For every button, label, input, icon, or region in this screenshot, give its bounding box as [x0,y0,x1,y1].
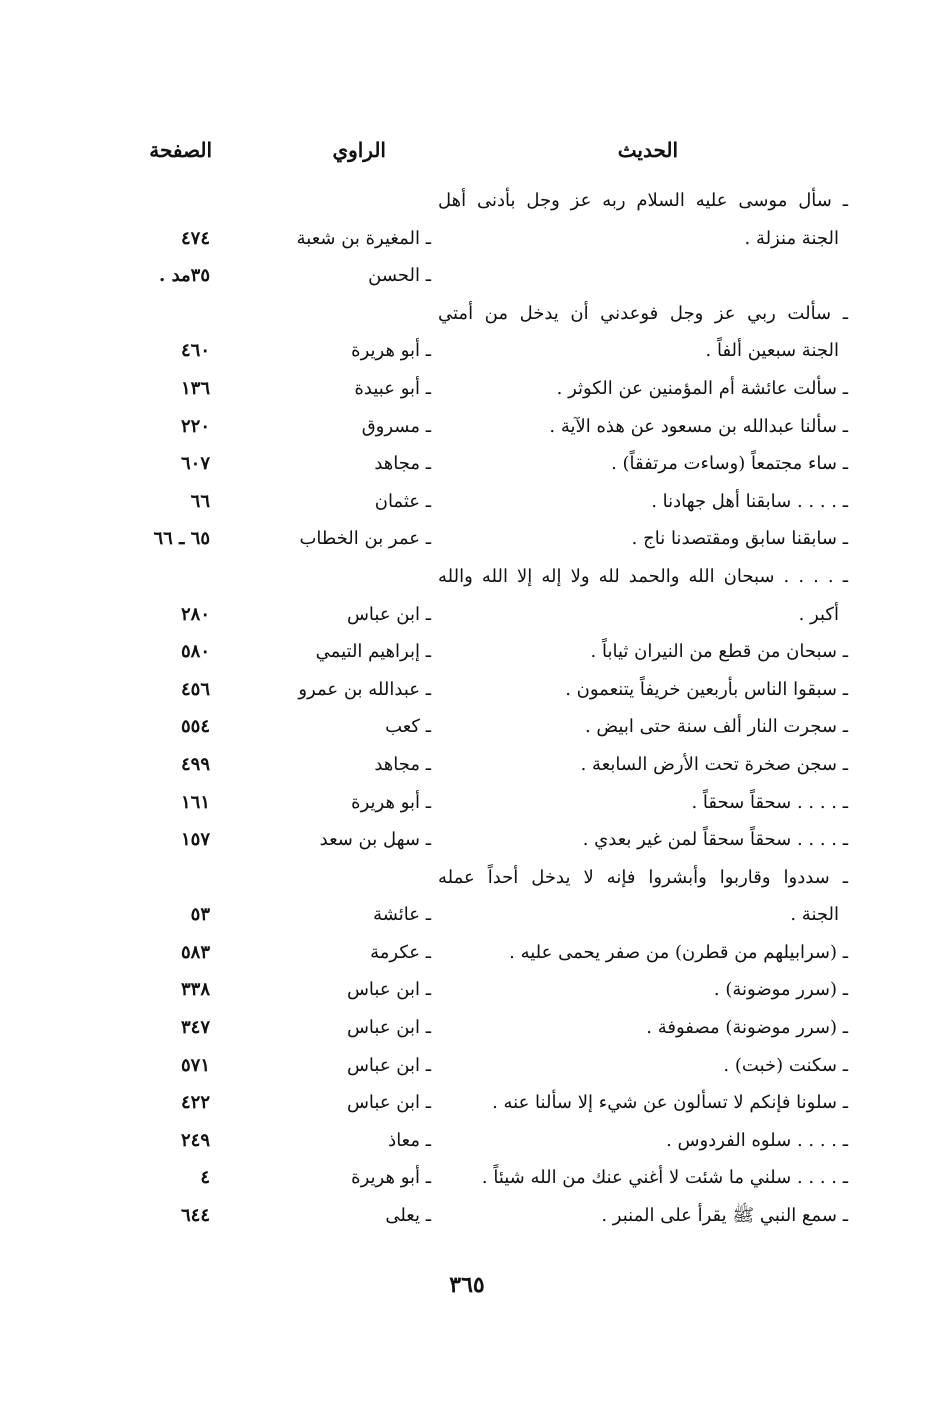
hadith-text: الجنة سبعين ألفاً . [705,340,839,362]
page-reference: ٦٥ ـ ٦٦ [153,528,210,550]
page-reference: ٦٤٤ [180,1205,210,1227]
hadith-text: ـ (سرر موضونة) مصفوفة . [646,1017,848,1039]
table-row [0,712,934,750]
hadith-text: ـ سددوا وقاربوا وأبشروا فإنه لا يدخل أحداً عمله [438,866,848,888]
table-row [0,224,934,262]
hadith-text: ـ سبقوا الناس بأربعين خريفاً يتنعمون . [565,678,848,700]
hadith-text: ـ سألت عائشة أم المؤمنين عن الكوثر . [556,377,848,399]
page-reference: ٢٨٠ [180,603,210,625]
page-reference: ٤٧٤ [180,227,210,249]
narrator-name: ـ أبو هريرة [351,340,431,362]
narrator-name: ـ عبدالله بن عمرو [298,678,431,700]
hadith-text: ـ سألنا عبدالله بن مسعود عن هذه الآية . [549,415,848,437]
narrator-name: ـ ابن عباس [346,603,431,625]
narrator-name: ـ ابن عباس [346,1092,431,1114]
narrator-name: ـ عائشة [373,904,431,926]
table-row [0,975,934,1013]
page-reference: ٦٦ [190,490,210,512]
hadith-index-table [0,186,934,1239]
hadith-text: ـ ساء مجتمعاً (وساءت مرتفقاً) . [611,453,848,475]
narrator-name: ـ عثمان [374,490,431,512]
narrator-name: ـ عكرمة [370,941,431,963]
table-row [0,1201,934,1239]
hadith-text: أكبر . [798,603,839,625]
page-reference: ٣٤٧ [180,1017,210,1039]
page-reference: ٥٣ [190,904,210,926]
table-row [0,1163,934,1201]
page-reference: ١٥٧ [180,829,210,851]
narrator-name: ـ المغيرة بن شعبة [296,227,431,249]
page-number: ٣٦٥ [449,1272,485,1298]
hadith-text: ـ سلونا فإنكم لا تسألون عن شيء إلا سألنا عنه . [492,1092,848,1114]
column-headers [0,138,934,168]
narrator-name: ـ أبو هريرة [351,791,431,813]
table-row [0,637,934,675]
page-reference: ١٦١ [180,791,210,813]
page-reference: ٤٥٦ [180,678,210,700]
narrator-name: ـ كعب [385,716,431,738]
hadith-text: ـ سجن صخرة تحت الأرض السابعة . [580,753,848,775]
narrator-name: ـ عمر بن الخطاب [299,528,431,550]
table-row [0,524,934,562]
hadith-text: ـ سكنت (خبت) . [723,1054,848,1076]
page-reference: ٥٧١ [180,1054,210,1076]
page-reference: ١٣٦ [180,377,210,399]
table-row [0,825,934,863]
page-reference: ٣٣٨ [180,979,210,1001]
narrator-name: ـ سهل بن سعد [319,829,431,851]
table-row [0,487,934,525]
narrator-name: ـ أبو عبيدة [354,377,431,399]
table-row [0,336,934,374]
table-row [0,863,934,901]
hadith-text: الجنة . [790,904,839,926]
hadith-text: ـ . . . . سحقاً سحقاً . [691,791,848,813]
page-reference: ٦٠٧ [180,453,210,475]
table-row [0,1088,934,1126]
table-row [0,1013,934,1051]
table-row [0,374,934,412]
hadith-text: ـ سبحان من قطع من النيران ثياباً . [590,641,848,663]
hadith-text: ـ سابقنا سابق ومقتصدنا ناج . [631,528,848,550]
header-hadith: الحديث [617,138,678,162]
hadith-text: ـ سأل موسى عليه السلام ربه عز وجل بأدنى أهل [438,190,848,211]
narrator-name: ـ الحسن [368,265,431,287]
hadith-text: ـ . . . . سلوه الفردوس . [666,1129,848,1151]
narrator-name: ـ ابن عباس [346,1054,431,1076]
page-reference: ٤٩٩ [180,753,210,775]
narrator-name: ـ ابن عباس [346,979,431,1001]
table-row [0,1126,934,1164]
table-row [0,449,934,487]
narrator-name: ـ ابن عباس [346,1017,431,1039]
header-narrator: الراوي [332,138,386,162]
page-reference: ٢٤٩ [180,1129,210,1151]
table-row [0,1051,934,1089]
narrator-name: ـ يعلى [385,1205,431,1227]
narrator-name: ـ إبراهيم التيمي [315,641,431,663]
hadith-text: ـ سألت ربي عز وجل فوعدني أن يدخل من أمتي [438,302,848,324]
hadith-text: ـ . . . . سلني ما شئت لا أغني عنك من الله شيئاً . [481,1167,848,1189]
header-page: الصفحة [149,138,212,162]
table-row [0,562,934,600]
page-reference: ٤٢٢ [180,1092,210,1114]
table-row [0,900,934,938]
page-reference: ٢٢٠ [180,415,210,437]
hadith-text: ـ . . . . سبحان الله والحمد لله ولا إله إلا الله والله [438,565,848,587]
page-reference: ٣٥مد . [159,265,210,287]
table-row [0,299,934,337]
hadith-text: ـ . . . . سحقاً سحقاً لمن غير بعدي . [582,829,848,851]
table-row [0,938,934,976]
page-reference: ٤ [200,1167,210,1189]
page-reference: ٥٨٠ [180,641,210,663]
narrator-name: ـ مسروق [361,415,431,437]
table-row [0,675,934,713]
table-row [0,261,934,299]
table-row [0,750,934,788]
hadith-text: ـ سجرت النار ألف سنة حتى ابيض . [584,716,848,738]
table-row [0,788,934,826]
hadith-text: ـ (سرابيلهم من قطرن) من صفر يحمى عليه . [509,941,848,963]
table-row [0,412,934,450]
hadith-text: ـ (سرر موضونة) . [713,979,848,1001]
table-row [0,186,934,224]
page-reference: ٥٨٣ [180,941,210,963]
page-reference: ٥٥٤ [180,716,210,738]
narrator-name: ـ معاذ [388,1129,431,1151]
narrator-name: ـ أبو هريرة [351,1167,431,1189]
hadith-text: ـ سمع النبي ﷺ يقرأ على المنبر . [601,1205,848,1227]
hadith-text: ـ . . . . سابقنا أهل جهادنا . [651,490,848,512]
narrator-name: ـ مجاهد [374,753,431,775]
narrator-name: ـ مجاهد [374,453,431,475]
page-reference: ٤٦٠ [180,340,210,362]
table-row [0,600,934,638]
hadith-text: الجنة منزلة . [744,227,839,249]
